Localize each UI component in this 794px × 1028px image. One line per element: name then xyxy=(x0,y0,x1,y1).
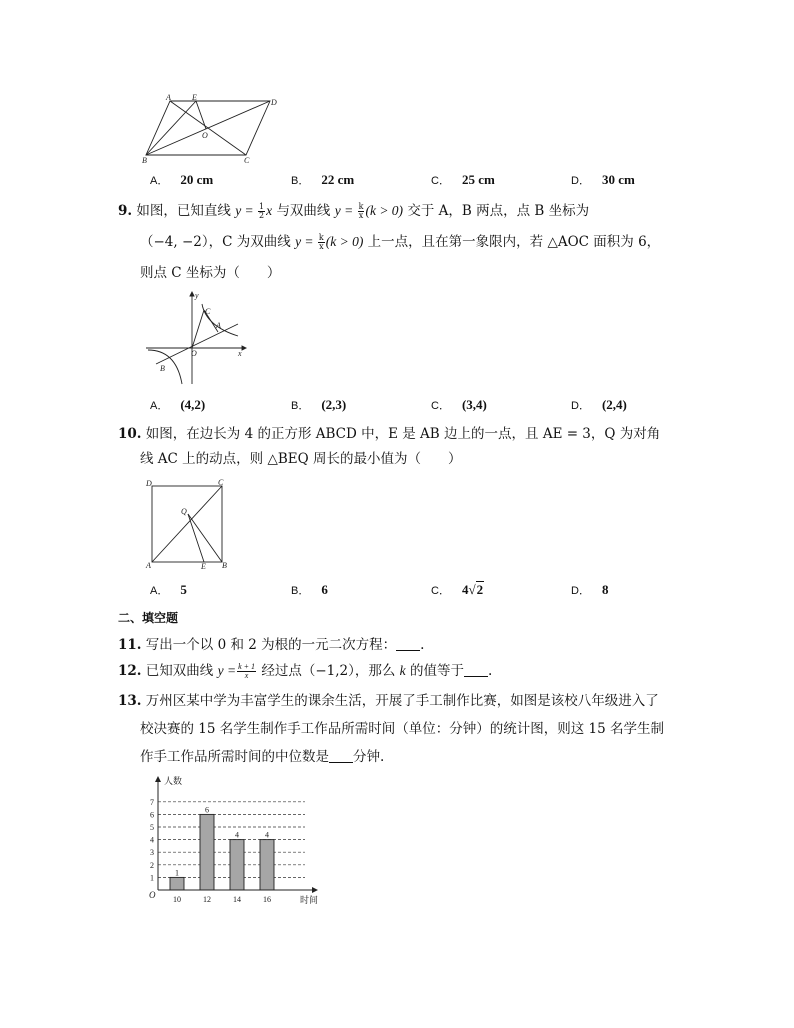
point-c-label: C xyxy=(244,156,250,165)
point-b-label: B xyxy=(222,561,227,570)
q9-line1: 9. 如图，已知直线 y = $\frac{1}{2}$ x 与双曲线 y = $\frac{k}{x}$ (k > 0) 交于 A，B 两点，点 B 坐标为 xyxy=(118,202,590,220)
point-a-label: A xyxy=(146,561,151,570)
point-a-label: A xyxy=(166,93,171,102)
q8-option-a[interactable]: A． 20 cm xyxy=(150,172,214,187)
point-q-label: Q xyxy=(181,507,187,516)
q13-line3: 作手工作品所需时间的中位数是 分钟. xyxy=(140,749,385,765)
q10-option-c[interactable]: C． 4√2 xyxy=(431,582,484,597)
q9-graph-figure xyxy=(142,290,252,390)
bar-10 xyxy=(170,877,184,890)
q9-option-a[interactable]: A． (4,2) xyxy=(150,397,206,412)
section-fill-in-title: 二、填空题 xyxy=(118,611,179,625)
segment-oc xyxy=(192,310,204,348)
y-tick-label-5: 5 xyxy=(150,823,154,832)
bar-value-label-10: 1 xyxy=(175,868,179,878)
x-tick-label-12: 12 xyxy=(203,895,211,904)
x-axis-label: x xyxy=(238,349,242,358)
chart-origin-label: O xyxy=(149,890,156,900)
q10-option-b[interactable]: B． 6 xyxy=(291,582,328,597)
point-b-label: B xyxy=(142,156,147,165)
diagonal-bd xyxy=(146,101,270,155)
y-axis-label: y xyxy=(195,291,199,300)
q12-line: 12. 已知双曲线 y = $\frac{k + 1}{x}$ 经过点（−1,2），那么 k 的值等于 . xyxy=(118,662,493,680)
y-tick-label-6: 6 xyxy=(150,810,154,820)
bar-value-label-12: 6 xyxy=(205,805,209,815)
q9-line2: （−4, −2），C 为双曲线 y = $\frac{k}{x}$ (k > 0) 上一点，且在第一象限内，若 △AOC 面积为 6， xyxy=(140,233,661,251)
segment-eo xyxy=(196,101,206,129)
hyperbola-branch-2 xyxy=(148,350,182,384)
point-c-label: C xyxy=(218,478,224,487)
q11-line: 11. 写出一个以 0 和 2 为根的一元二次方程： . xyxy=(118,637,425,653)
bar-12 xyxy=(200,814,214,890)
chart-y-axis-label: 人数 xyxy=(164,777,183,787)
diagonal-ac xyxy=(152,486,222,562)
segment-eb xyxy=(146,101,196,155)
bar-14 xyxy=(230,840,244,890)
q10-square-figure xyxy=(144,478,234,570)
y-tick-label-3: 3 xyxy=(150,848,154,858)
point-e-label: E xyxy=(192,93,197,102)
point-b-label: B xyxy=(160,364,165,373)
q9-line3: 则点 C 坐标为（ ） xyxy=(140,265,281,281)
point-c-label: C xyxy=(205,307,211,316)
q10-option-a[interactable]: A． 5 xyxy=(150,582,187,597)
y-tick-label-7: 7 xyxy=(150,797,154,807)
q8-option-b[interactable]: B． 22 cm xyxy=(291,172,355,187)
q9-option-b[interactable]: B． (2,3) xyxy=(291,397,347,412)
origin-label: O xyxy=(191,349,197,358)
y-tick-label-4: 4 xyxy=(150,835,154,845)
point-e-label: E xyxy=(201,562,206,571)
bar-value-label-14: 4 xyxy=(235,830,239,840)
q9-option-c[interactable]: C． (3,4) xyxy=(431,397,487,412)
q11-answer-blank[interactable] xyxy=(396,637,420,651)
q13-bar-chart xyxy=(140,772,330,912)
point-o-label: O xyxy=(202,131,208,140)
bar-value-label-16: 4 xyxy=(265,830,269,840)
point-a-label: A xyxy=(216,321,221,330)
q13-line2: 校决赛的 15 名学生制作手工作品所需时间（单位：分钟）的统计图，则这 15 名学生制 xyxy=(140,721,665,737)
q10-option-d[interactable]: D． 8 xyxy=(571,582,609,597)
x-tick-label-10: 10 xyxy=(173,895,181,904)
q10-line2: 线 AC 上的动点，则 △BEQ 周长的最小值为（ ） xyxy=(140,451,462,467)
q9-option-d[interactable]: D． (2,4) xyxy=(571,397,627,412)
point-d-label: D xyxy=(271,98,277,107)
q8-option-c[interactable]: C． 25 cm xyxy=(431,172,495,187)
y-tick-label-1: 1 xyxy=(150,873,154,883)
x-tick-label-16: 16 xyxy=(263,895,271,904)
q8-parallelogram-figure xyxy=(140,95,285,165)
q13-line1: 13. 万州区某中学为丰富学生的课余生活，开展了手工制作比赛，如图是该校八年级进入了 xyxy=(118,693,659,709)
q13-answer-blank[interactable] xyxy=(329,749,353,763)
chart-x-axis-label: 时间 xyxy=(300,896,319,906)
q10-line1: 10. 如图，在边长为 4 的正方形 ABCD 中，E 是 AB 边上的一点，且 AE = 3，Q 为对角 xyxy=(118,426,661,442)
y-tick-label-2: 2 xyxy=(150,860,154,870)
y-axis-arrow xyxy=(155,776,161,782)
bar-16 xyxy=(260,840,274,890)
segment-qb xyxy=(188,514,222,562)
x-axis-arrow xyxy=(312,887,318,893)
q8-option-d[interactable]: D． 30 cm xyxy=(571,172,635,187)
segment-qe xyxy=(188,514,204,562)
line-ab xyxy=(156,324,238,364)
x-tick-label-14: 14 xyxy=(233,895,241,904)
q12-answer-blank[interactable] xyxy=(464,663,488,677)
point-d-label: D xyxy=(146,479,152,488)
